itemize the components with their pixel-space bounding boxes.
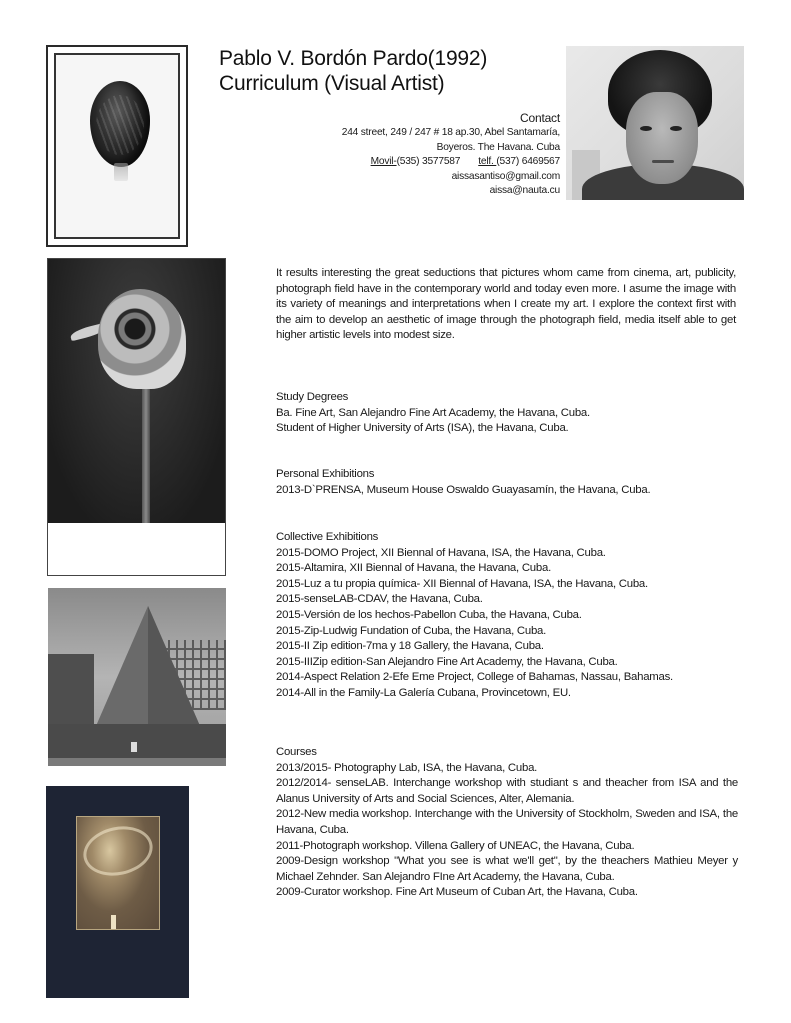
rose-image xyxy=(47,258,226,576)
building-chair xyxy=(131,742,137,752)
artist-portrait-image xyxy=(566,46,744,200)
building-ground xyxy=(48,758,226,766)
sepia-artwork-print xyxy=(76,816,160,930)
list-item: 2011-Photograph workshop. Villena Gallery of UNEAC, the Havana, Cuba. xyxy=(276,839,635,852)
list-item: Ba. Fine Art, San Alejandro Fine Art Academy, the Havana, Cuba. xyxy=(276,406,590,419)
list-item: 2009-Design workshop "What you see is what we'll get", by the theachers Mathieu Meyer y Michael Zehnder. San Alejandro FIne Art Academy, the Havana, Cuba. xyxy=(276,855,738,883)
section-collective-exhibitions xyxy=(276,530,738,702)
section-heading: Personal Exhibitions xyxy=(276,468,375,480)
address-line-2: Boyeros. The Havana. Cuba xyxy=(436,141,560,153)
list-item: 2015-Altamira, XII Biennal of Havana, the Havana, Cuba. xyxy=(276,562,551,575)
section-study-degrees xyxy=(276,390,736,437)
pyramid-pavilion-image xyxy=(48,588,226,766)
list-item: Student of Higher University of Arts (ISA), the Havana, Cuba. xyxy=(276,422,569,435)
artist-statement: It results interesting the great seductions that pictures whom came from cinema, art, publicity, photograph field have in the contemporary world and today even more. I asume the image with its variety of meanings and interpretations when I create my art. I explore the context first with the aim to develop an aesthetic of image through the photograph field, media itself able to get higher artistic levels into modest size. xyxy=(276,267,736,342)
phone-number: (537) 6469567 xyxy=(496,156,560,168)
contact-block xyxy=(270,110,560,199)
title-block xyxy=(219,46,487,96)
section-courses xyxy=(276,745,738,901)
list-item: 2012-New media workshop. Interchange with the University of Stockholm, Sweden and ISA, the Havana, Cuba. xyxy=(276,808,738,836)
section-heading: Courses xyxy=(276,746,317,758)
phone-line xyxy=(270,155,560,170)
list-item: 2015-Versión de los hechos-Pabellon Cuba, the Havana, Cuba. xyxy=(276,608,582,621)
curriculum-subtitle: Curriculum (Visual Artist) xyxy=(219,72,445,95)
list-item: 2014-All in the Family-La Galería Cubana, Provincetown, EU. xyxy=(276,686,571,699)
hair-artwork-inner-frame xyxy=(54,53,180,239)
hair-strands-texture xyxy=(96,95,144,155)
email-gmail[interactable]: aissasantiso@gmail.com xyxy=(451,170,560,182)
section-heading: Study Degrees xyxy=(276,391,349,403)
mobile-number: (535) 3577587 xyxy=(396,156,461,168)
blue-mounted-artwork-image xyxy=(46,786,189,998)
mobile-label: Movil- xyxy=(370,156,397,168)
address-line-1: 244 street, 249 / 247 # 18 ap.30, Abel Santamaría, xyxy=(341,127,560,138)
building-left-block xyxy=(48,654,94,726)
phone-label: telf. xyxy=(478,156,497,168)
list-item: 2015-DOMO Project, XII Biennal of Havana, ISA, the Havana, Cuba. xyxy=(276,546,606,559)
artist-name-title: Pablo V. Bordón Pardo(1992) xyxy=(219,47,488,70)
portrait-face xyxy=(626,92,698,184)
list-item: 2013-D`PRENSA, Museum House Oswaldo Guayasamín, the Havana, Cuba. xyxy=(276,483,651,496)
list-item: 2013/2015- Photography Lab, ISA, the Havana, Cuba. xyxy=(276,761,538,774)
building-pyramid-shade xyxy=(148,606,200,726)
list-item: 2015-Zip-Ludwig Fundation of Cuba, the Havana, Cuba. xyxy=(276,624,547,637)
list-item: 2015-Luz a tu propia química- XII Biennal of Havana, ISA, the Havana, Cuba. xyxy=(276,577,648,590)
list-item: 2014-Aspect Relation 2-Efe Eme Project, College of Bahamas, Nassau, Bahamas. xyxy=(276,671,673,684)
hair-legs-shape xyxy=(114,163,128,181)
sepia-figure xyxy=(111,915,116,929)
section-personal-exhibitions xyxy=(276,467,736,498)
portrait-left-eye xyxy=(640,126,652,131)
rose-head xyxy=(98,289,186,389)
building-wall xyxy=(48,724,226,758)
portrait-mouth xyxy=(652,160,674,163)
email-nauta[interactable]: aissa@nauta.cu xyxy=(489,185,560,197)
section-heading: Collective Exhibitions xyxy=(276,531,379,543)
list-item: 2015-II Zip edition-7ma y 18 Gallery, the Havana, Cuba. xyxy=(276,640,544,653)
rose-stem xyxy=(142,387,150,523)
portrait-right-eye xyxy=(670,126,682,131)
list-item: 2015-senseLAB-CDAV, the Havana, Cuba. xyxy=(276,593,483,606)
list-item: 2009-Curator workshop. Fine Art Museum of Cuban Art, the Havana, Cuba. xyxy=(276,886,638,899)
hair-artwork-image xyxy=(46,45,188,247)
contact-heading: Contact xyxy=(520,111,560,125)
list-item: 2012/2014- senseLAB. Interchange workshop with studiant s and theacher from ISA and the Alanus University of Arts and Social Sciences, Alter, Alemania. xyxy=(276,777,738,805)
sepia-swirl xyxy=(79,820,157,882)
list-item: 2015-IIIZip edition-San Alejandro Fine Art Academy, the Havana, Cuba. xyxy=(276,655,618,668)
